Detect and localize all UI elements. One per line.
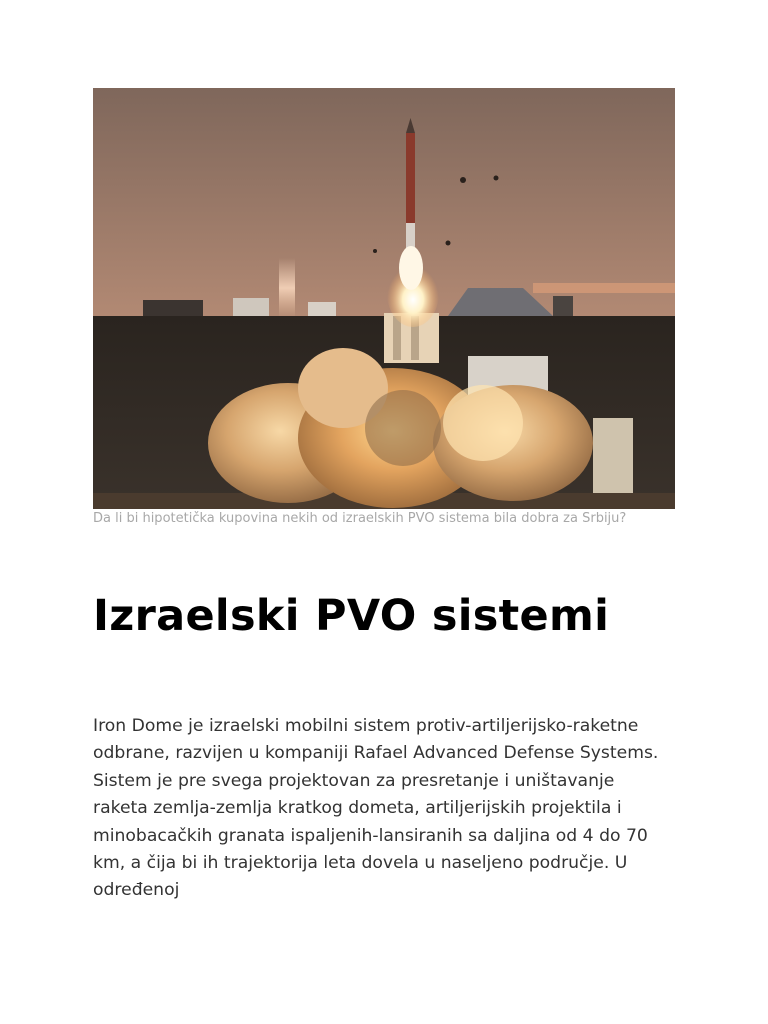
figure [93,88,675,526]
article-paragraph: Iron Dome je izraelski mobilni sistem protiv-artiljerijsko-raketne odbrane, razvijen u kompaniji Rafael Advanced Defense Systems. Sistem je pre svega projektovan za presretanje i uništavanje raketa zemlja-zemlja kratkog dometa, artiljerijskih projektila i minobacačkih granata ispaljenih-lansiranih sa daljina od 4 do 70 km, a čija bi ih trajektorija leta dovela u naseljeno područje. U određenoj [93,716,659,901]
figure-caption: Da li bi hipotetička kupovina nekih od izraelskih PVO sistema bila dobra za Srbiju? [93,511,627,526]
article-title: Izraelski PVO sistemi [93,591,610,641]
article [93,88,675,905]
rocket-launch-image [93,88,675,509]
